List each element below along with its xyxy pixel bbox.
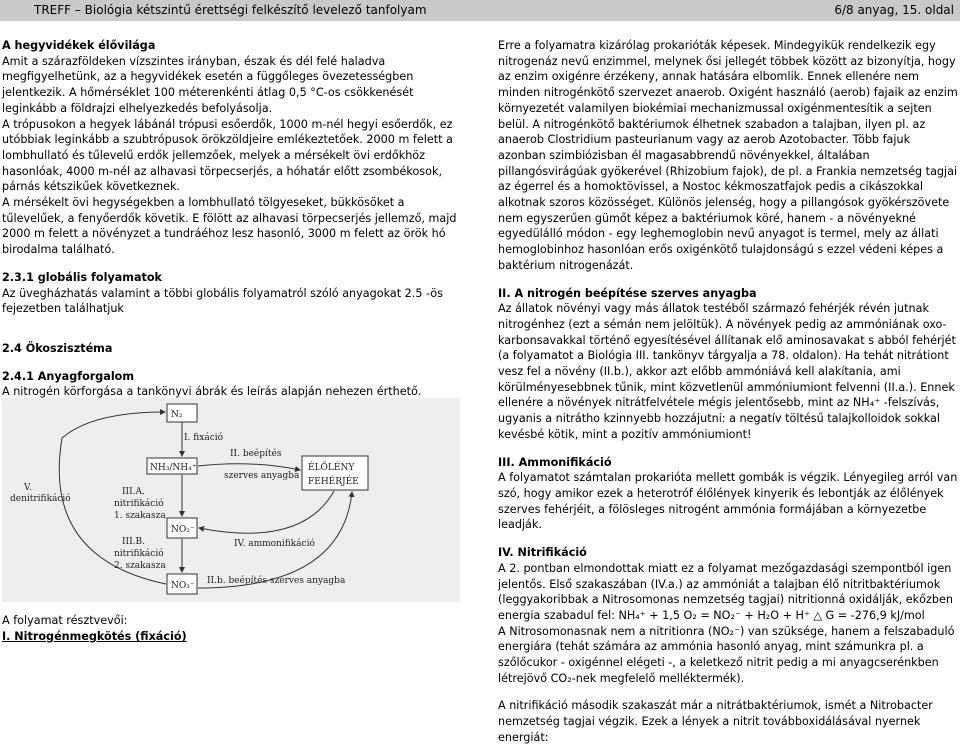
nitrification-2-label-b: nitrifikáció <box>114 549 164 559</box>
left-bottom-text <box>2 613 458 645</box>
section-heading: III. Ammonifikáció <box>498 455 612 469</box>
paragraph: A nitrifikáció második szakaszát már a nitrátbaktériumok, ismét a Nitrobacter nemzetség tagjai végzik. Ezek a lények a nitrit továbboxidálásával nyernek energiát: <box>498 699 933 744</box>
organism-label-1: ÉLŐLÉNY <box>308 463 355 473</box>
section-heading: 2.3.1 globális folyamatok <box>2 270 162 284</box>
n2-label: N₂ <box>171 410 183 420</box>
nitrification-2-label-c: 2. szakasza <box>114 561 166 571</box>
paragraph: A folyamat résztvevői: <box>2 614 128 627</box>
paragraph: A mérsékelt övi hegységekben a lombhullató tölgyeseket, bükkösöket a tűlevelűek, a fenyőerdők követik. E fölött az alhavasi törpecserjés jellemző, majd 2000 m felett a növényzet a tundráéhoz lesz hasonló, 3000 m felett az örök hó birodalma található. <box>2 196 457 257</box>
section-heading: A hegyvidékek élővilága <box>2 39 156 52</box>
right-column <box>498 38 958 746</box>
nitrogen-cycle-svg <box>2 398 460 602</box>
organic-matter-label: szerves anyagba <box>224 471 300 481</box>
section-heading: 2.4 Ökoszisztéma <box>2 341 113 355</box>
header-page-number: 6/8 anyag, 15. oldal <box>834 3 954 17</box>
paragraph: Erre a folyamatra kizárólag prokarióták képesek. Mindegyikük rendelkezik egy nitrogenáz nevű enzimmel, melynek ősi jellegét többek között az bizonyítja, hogy az enzim oxigénre érzékeny, annak hatására elbomlik. Ennek ellenére nem minden nitrogénkötő szervezet anaerob. Oxigént használó (aerob) fajaik az enzim környezetét valamilyen biokémiai mechanizmussal oxigénmentesítik a sejten belül. A nitrogénkötő baktériumok élhetnek szabadon a talajban, ilyen pl. az anaerob Clostridium pasteurianum vagy az aerob Azotobacter. Több fajuk azonban szimbiózisban él magasabbrendű növényekkel, általában pillangósvirágúak gyökerével (Rhizobium fajok), de pl. a Frankia nemzetség tagjai az égerrel és a homoktövissel, a Nostoc kékmoszatfajok pedis a cikászokkal alkotnak szoros közösséget. Különös jelenség, hogy a pillangósok gyökérszövete nem egyszerűen gümőt képez a baktériumok köré, hanem - a növényekné egyedülálló módon - egy leghemoglobin nevű anyagot is termel, mely az állati hemoglobinhoz hasonlóan erős oxigénkötő tulajdonságú s ezzel védeni képes a baktérium nitrogenázát. <box>498 39 958 272</box>
paragraph: Az állatok növényi vagy más állatok testéből származó fehérjék révén jutnak nitrogénhez (ezt a sémán nem jelöltük). A növények pedig az ammóniának oxo-karbonsavakkal történő egyesítésével állítanak elő aminosavakat s abból fehérjét (a folyamatot a Biológia III. tankönyv tárgyalja a 78. oldalon). Ha tehát nitrátiont vesz fel a növény (II.b.), akkor azt előbb ammóniává kell alakítania, ami körülményesebbnek tűnik, mint közvetlenül ammóniumiont felvenni (II.a.). Ennek ellenére a növények nitrátfelvétele mégis jelentősebb, mint az NH₄⁺ -felszívás, ugyanis a nitrátho kzinnyebb hozzájutni: a negatív töltésű talajkolloidok sokkal kevésbé kötik, mint a pozitív ammóniumiont! <box>498 302 956 441</box>
left-column <box>2 38 458 416</box>
paragraph: A folyamatot számtalan prokarióta mellett gombák is végzik. Lényegileg arról van szó, hogy amikor ezek a heterotróf élőlények kinyerik és lebontják az élőlények szerves fehérjéit, a fölösleges nitrogént ammónia formájában a környezetbe leadják. <box>498 471 958 532</box>
paragraph: A Nitrosomonasnak nem a nitritionra (NO₂⁻) van szüksége, hanem a felszabaduló energiára (tehát számára az ammónia hasonló anyag, mint számunkra pl. a szőlőcukor - oxigénnel elégeti -, a keletkező nitrit pedig a mi anyagcserénkben létrejövő CO₂-nek megfelelő melléktermék). <box>498 624 955 685</box>
paragraph: A 2. pontban elmondottak miatt ez a folyamat mezőgazdasági szempontból igen jelentős. Első szakaszában (IV.a.) az ammóniát a talajban élő nitritbaktériumok (leggyakoribbak a Nitrosomonas nemzetség tagjai) nitritionná oxidálják, ekőzben energia szabadul fel: NH₄⁺ + 1,5 O₂ = NO₂⁻ + H₂O + H⁺ △ G = -276,9 kJ/mol <box>498 561 953 622</box>
paragraph: Az üvegházhatás valamint a többi globális folyamatról szóló anyagokat 2.5 -ös fejezetben találhatjuk <box>2 286 443 316</box>
nitrogen-cycle-diagram <box>2 398 460 602</box>
section-heading: IV. Nitrifikáció <box>498 546 587 560</box>
section-heading: 2.4.1 Anyagforgalom <box>2 369 135 383</box>
organism-label-2: FEHÉRJÉE <box>308 477 359 487</box>
fixation-label: I. fixáció <box>184 433 224 443</box>
section-heading: II. A nitrogén beépítése szerves anyagba <box>498 286 757 300</box>
denitrification-label-2: denitrifikáció <box>10 494 71 504</box>
section-heading: I. Nitrogénmegkötés (fixáció) <box>2 630 187 643</box>
nitrification-2-label-a: III.B. <box>122 537 146 547</box>
incorporation-b-label: II.b. beépítés szerves anyagba <box>207 576 346 586</box>
nitrification-1-label-a: III.A. <box>122 487 145 497</box>
paragraph: Amit a szárazföldeken vízszintes irányban, észak és dél felé haladva megfigyelhetünk, az a hegyvidékek esetén a függőleges övezetességben jelentkezik. A hőmérséklet 100 méterenkénti átlag 0,5 °C-os csökkenését leginkább a földrajzi elhelyezkedés befolyásolja. <box>2 54 414 115</box>
header-course-title: TREFF – Biológia kétszintű érettségi felkészítő levelező tanfolyam <box>34 3 427 17</box>
nitrification-1-label-c: 1. szakasza <box>114 511 166 521</box>
incorporation-label: II. beépítés <box>230 449 282 459</box>
denitrification-label-1: V. <box>24 483 32 493</box>
paragraph: A trópusokon a hegyek lábánál trópusi esőerdők, 1000 m-nél hegyi esőerdők, ez utóbbiak leginkább a szubtrópusok örökzöldjeire emlékeztetőek. 2000 m felett a lombhullató és tűlevelű erdők jellemzőek, melyek a mérsékelt övi erdőkhöz hasonlóak, 4000 m-nél az alhavasi törpecserjés, a hóhatár előtt zsombékosok, párnás kétszikűek következnek. <box>2 117 453 194</box>
nitrification-1-label-b: nitrifikáció <box>114 499 164 509</box>
ammonia-label: NH₃/NH₄⁺ <box>150 463 197 473</box>
nitrate-label: NO₃⁻ <box>171 581 195 591</box>
ammonification-label: IV. ammonifikáció <box>234 539 315 549</box>
page-header <box>0 0 960 21</box>
paragraph: A nitrogén körforgása a tankönyvi ábrák és leírás alapján nehezen érthető. <box>2 385 422 399</box>
nitrite-label: NO₂⁻ <box>171 525 195 535</box>
